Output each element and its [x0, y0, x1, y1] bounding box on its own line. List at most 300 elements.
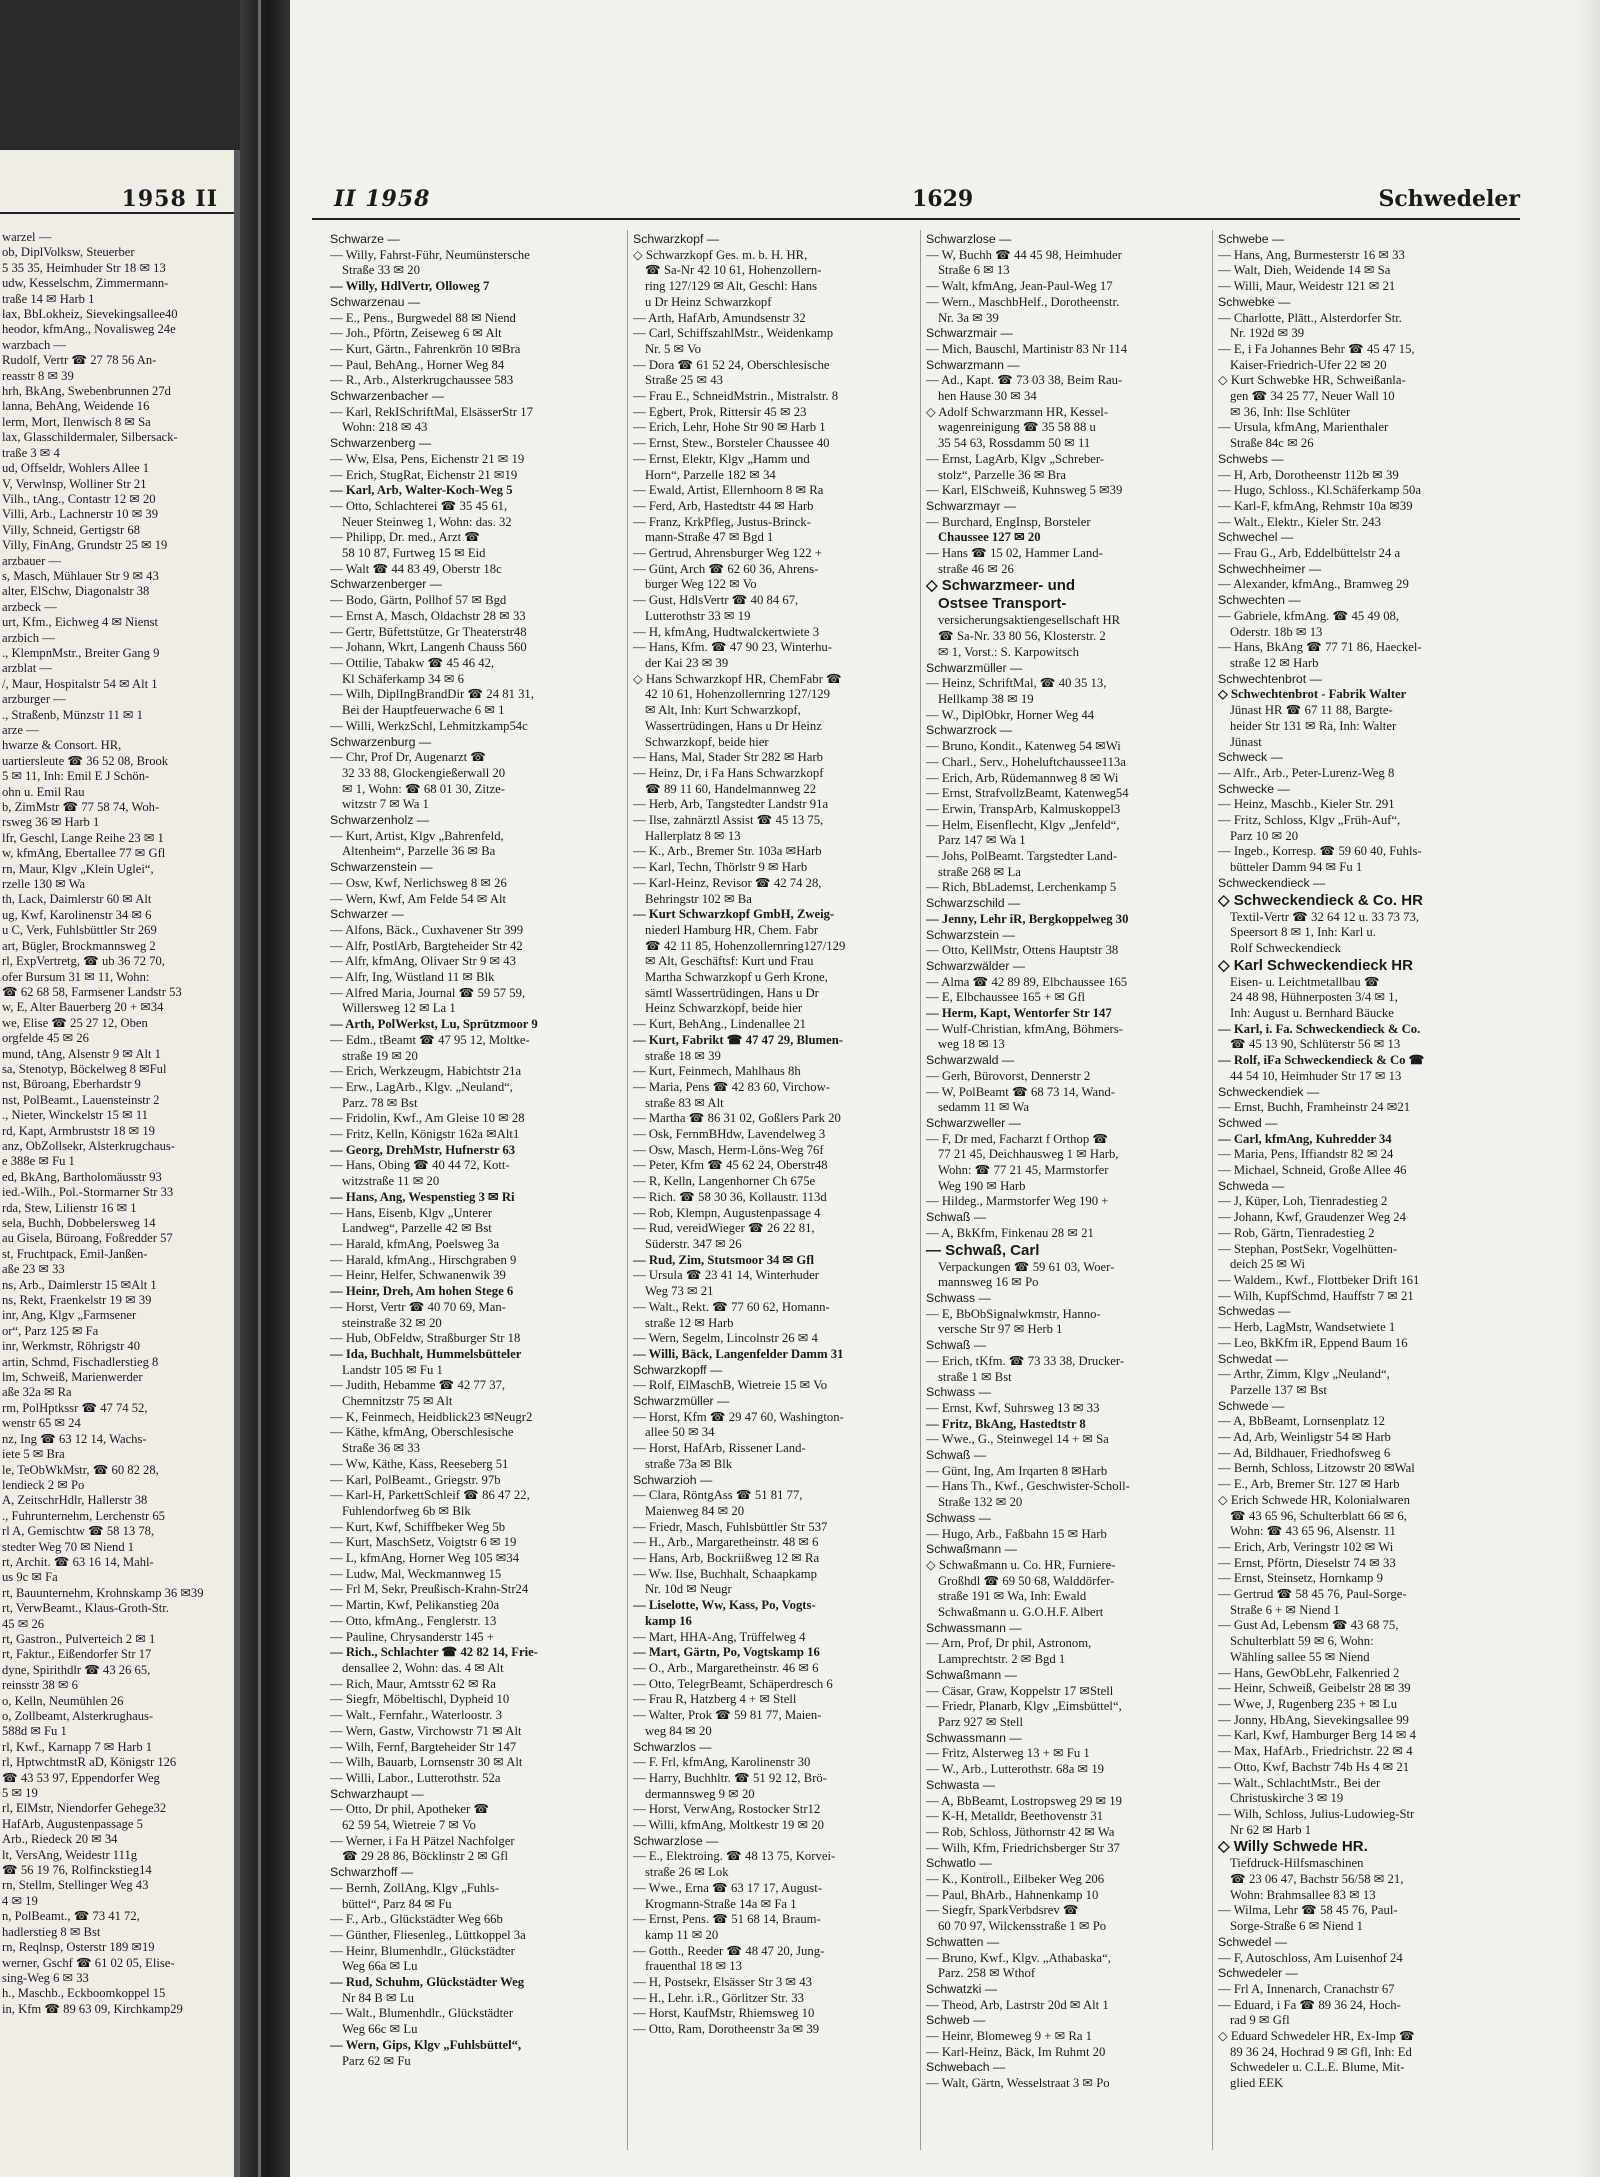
directory-entry: — Ewald, Artist, Ellernhoorn 8 ✉ Ra	[633, 483, 824, 498]
directory-entry: — Chr, Prof Dr, Augenarzt ☎	[330, 750, 487, 765]
directory-entry: — Gust, HdlsVertr ☎ 40 84 67,	[633, 593, 799, 608]
directory-entry: — K., Arb., Bremer Str. 103a ✉Harb	[633, 844, 822, 859]
directory-entry: — Ww. Ilse, Buchhalt, Schaapkamp	[633, 1566, 817, 1581]
directory-entry: straße 26 ✉ Lok	[645, 1865, 729, 1880]
directory-entry: — A, BbBeamt, Lornsenplatz 12	[1218, 1414, 1386, 1429]
directory-entry: — K-H, Metalldr, Beethovenstr 31	[926, 1809, 1104, 1824]
directory-entry: — Wilh, KupfSchmd, Hauffstr 7 ✉ 21	[1218, 1288, 1414, 1303]
directory-entry: — L, kfmAng, Horner Weg 105 ✉34	[330, 1551, 520, 1566]
left-page-line: ., Straßenb, Münzstr 11 ✉ 1	[2, 707, 143, 722]
left-page-line: us 9c ✉ Fa	[2, 1570, 58, 1585]
directory-entry: — Günt, Arch ☎ 62 60 36, Ahrens-	[633, 561, 819, 576]
surname-heading: Schwatlo —	[926, 1856, 992, 1871]
directory-entry: — Hub, ObFeldw, Straßburger Str 18	[330, 1331, 521, 1346]
directory-entry: — Osk, FernmBHdw, Lavendelweg 3	[633, 1127, 826, 1142]
directory-entry: — Ernst, Pförtn, Dieselstr 74 ✉ 33	[1218, 1555, 1396, 1570]
directory-entry: — Erich, tKfm. ☎ 73 33 38, Drucker-	[926, 1353, 1125, 1368]
left-page-line: rl A, Gemischtw ☎ 58 13 78,	[2, 1524, 155, 1539]
left-page-line: sa, Stenotyp, Böckelweg 8 ✉Ful	[2, 1061, 167, 1076]
left-page-line: h., Maschb., Eckboomkoppel 15	[2, 1986, 166, 2001]
left-page-line: we, Elise ☎ 25 27 12, Oben	[2, 1015, 148, 1030]
directory-entry: — Rich. ☎ 58 30 36, Kollaustr. 113d	[633, 1189, 827, 1204]
directory-entry: weg 18 ✉ 13	[938, 1037, 1005, 1052]
left-page-line: /, Maur, Hospitalstr 54 ✉ Alt 1	[2, 676, 158, 691]
directory-entry: — Fritz, Schloss, Klgv „Früh-Auf“,	[1218, 813, 1401, 828]
directory-entry: Nr. 3a ✉ 39	[938, 310, 999, 325]
directory-entry: Schulterblatt 59 ✉ 6, Wohn:	[1230, 1634, 1374, 1649]
directory-entry: Parz 147 ✉ Wa 1	[938, 833, 1026, 848]
directory-entry: — Horst, Vertr ☎ 40 70 69, Man-	[330, 1299, 506, 1314]
left-page-line: 4 ✉ 19	[2, 1893, 38, 1908]
directory-entry: 58 10 87, Furtweg 15 ✉ Eid	[342, 546, 486, 561]
directory-entry: Christuskirche 3 ✉ 19	[1230, 1791, 1344, 1806]
directory-entry: — Martin, Kwf, Pelikanstieg 20a	[330, 1598, 500, 1613]
directory-entry: — Willi, WerkzSchl, Lehmitzkamp54c	[330, 718, 528, 733]
surname-heading: Schwassmann —	[926, 1730, 1022, 1745]
binding-line	[258, 0, 261, 2177]
left-page-line: rn, Stellm, Stellinger Weg 43	[2, 1878, 149, 1893]
directory-entry: — O., Arb., Margaretheinstr. 46 ✉ 6	[633, 1660, 819, 1675]
left-page-line: 5 ✉ 11, Inh: Emil E J Schön-	[2, 769, 150, 784]
directory-entry: deich 25 ✉ Wi	[1230, 1257, 1306, 1272]
directory-entry: — Liselotte, Ww, Kass, Po, Vogts-	[633, 1598, 816, 1613]
directory-entry: — Peter, Kfm ☎ 45 62 24, Oberstr48	[633, 1158, 828, 1173]
directory-entry: — Walt., Fernfahr., Waterloostr. 3	[330, 1708, 502, 1723]
directory-entry: niederl Hamburg HR, Chem. Fabr	[645, 922, 819, 937]
directory-entry: — H, kfmAng, Hudtwalckertwiete 3	[633, 624, 820, 639]
directory-entry: — Carl, kfmAng, Kuhredder 34	[1218, 1131, 1392, 1146]
left-page-line: stedter Weg 70 ✉ Niend 1	[2, 1539, 135, 1554]
right-page	[290, 0, 1600, 2177]
directory-entry: Eisen- u. Leichtmetallbau ☎	[1230, 974, 1380, 989]
left-page-line: rl, ElMstr, Niendorfer Gehege32	[2, 1801, 167, 1816]
directory-entry: Schwarzkopf, beide hier	[645, 734, 769, 749]
left-page-line: lax, Glasschildermaler, Silbersack-	[2, 430, 178, 445]
left-page-line: rm, PolHptkssr ☎ 47 74 52,	[2, 1400, 148, 1415]
surname-heading: Schwarzer —	[330, 907, 404, 922]
page-header	[312, 186, 1520, 220]
directory-entry: Wohn: ☎ 43 65 96, Alsenstr. 11	[1230, 1524, 1396, 1539]
directory-entry: — Herb, Arb, Tangstedter Landstr 91a	[633, 797, 829, 812]
directory-entry: — Hugo, Arb., Faßbahn 15 ✉ Harb	[926, 1526, 1107, 1541]
directory-entry: — Ursula ☎ 23 41 14, Winterhuder	[633, 1268, 819, 1283]
directory-entry: — Rud, vereidWieger ☎ 26 22 81,	[633, 1221, 815, 1236]
left-page-line: werner, Gschf ☎ 61 02 05, Elise-	[2, 1955, 175, 1970]
surname-heading: Schwarzenholz —	[330, 813, 430, 828]
directory-entry: — Kurt, MaschSetz, Voigtstr 6 ✉ 19	[330, 1535, 517, 1550]
directory-entry: — K., Kontroll., Eilbeker Weg 206	[926, 1872, 1105, 1887]
directory-entry: — Herm, Kapt, Wentorfer Str 147	[926, 1006, 1112, 1021]
left-page-line: sing-Weg 6 ✉ 33	[2, 1970, 89, 1985]
surname-heading: Schwarzmann —	[926, 357, 1020, 372]
directory-entry: 44 54 10, Heimhuder Str 17 ✉ 13	[1230, 1068, 1402, 1083]
directory-column-2	[633, 232, 925, 2038]
left-page-line: ns, Arb., Daimlerstr 15 ✉Alt 1	[2, 1277, 157, 1292]
directory-entry: — Max, HafArb., Friedrichstr. 22 ✉ 4	[1218, 1744, 1413, 1759]
left-page-line: ob, DiplVolksw, Steuerber	[2, 245, 135, 260]
directory-entry: — Willi, Maur, Weidestr 121 ✉ 21	[1218, 279, 1396, 294]
left-page-line: iete 5 ✉ Bra	[2, 1447, 65, 1462]
left-page-line: inr, Werkmstr, Röhrigstr 40	[2, 1339, 141, 1354]
directory-entry: — Jenny, Lehr iR, Bergkoppelweg 30	[926, 911, 1129, 926]
left-page-line: e 388e ✉ Fu 1	[2, 1154, 75, 1169]
directory-entry: — Rud, Zim, Stutsmoor 34 ✉ Gfl	[633, 1252, 814, 1267]
directory-entry: — Wern, Gastw, Virchowstr 71 ✉ Alt	[330, 1723, 522, 1738]
left-page-line: ., KlempnMstr., Breiter Gang 9	[2, 645, 160, 660]
left-page-line: nz, Ing ☎ 63 12 14, Wachs-	[2, 1431, 147, 1446]
directory-entry: — E, BbObSignalwkmstr, Hanno-	[926, 1306, 1101, 1321]
left-page-line: udw, Kesselschm, Zimmermann-	[2, 276, 169, 291]
directory-entry: rad 9 ✉ Gfl	[1230, 2013, 1290, 2028]
directory-entry: — Wwe., G., Steinwegel 14 + ✉ Sa	[926, 1432, 1109, 1447]
directory-entry: — Ida, Buchhalt, Hummelsbütteler	[330, 1346, 522, 1361]
directory-entry: — Charlotte, Plätt., Alsterdorfer Str.	[1218, 310, 1402, 325]
left-page-line: ied.-Wilh., Pol.-Stormarner Str 33	[2, 1185, 174, 1200]
directory-entry: weg 84 ✉ 20	[645, 1723, 712, 1738]
directory-entry: — Ingeb., Korresp. ☎ 59 60 40, Fuhls-	[1218, 844, 1422, 859]
page-range-word: Schwedeler	[1378, 186, 1520, 212]
directory-entry: Parzelle 137 ✉ Bst	[1230, 1382, 1327, 1397]
surname-heading: Schwarze —	[330, 232, 400, 246]
directory-entry: — Karl-Heinz, Revisor ☎ 42 74 28,	[633, 875, 822, 890]
directory-entry: Rolf Schweckendieck	[1230, 940, 1341, 955]
directory-entry: — Ad, Arb, Weinligstr 54 ✉ Harb	[1218, 1430, 1391, 1445]
directory-entry: — Herb, LagMstr, Wandsetwiete 1	[1218, 1320, 1396, 1335]
directory-entry: — Kurt, Kwf, Schiffbeker Weg 5b	[330, 1519, 506, 1534]
directory-entry: — Heinz, Dr, i Fa Hans Schwarzkopf	[633, 765, 824, 780]
directory-entry: densallee 2, Wohn: das. 4 ✉ Alt	[342, 1660, 504, 1675]
surname-heading: Schwarzkopf —	[633, 232, 720, 246]
directory-entry: sedamm 11 ✉ Wa	[938, 1100, 1030, 1115]
left-page-line: rsweg 36 ✉ Harb 1	[2, 815, 100, 830]
directory-entry: — Rich, BbLademst, Lerchenkamp 5	[926, 880, 1117, 895]
directory-entry: straße 83 ✉ Alt	[645, 1095, 724, 1110]
directory-entry: Lutterothstr 33 ✉ 19	[645, 608, 751, 623]
directory-entry: — Karl, PolBeamt., Griegstr. 97b	[330, 1472, 501, 1487]
directory-entry: — Hans Th., Kwf., Geschwister-Scholl-	[926, 1479, 1130, 1494]
directory-entry: Oderstr. 18b ✉ 13	[1230, 624, 1323, 639]
directory-entry: ☎ 29 28 86, Böcklinstr 2 ✉ Gfl	[342, 1849, 508, 1864]
directory-entry: straße 73a ✉ Blk	[645, 1456, 733, 1471]
directory-entry: — Ad, Bildhauer, Friedhofsweg 6	[1218, 1445, 1391, 1460]
directory-entry: Wähling sallee 55 ✉ Niend	[1230, 1649, 1370, 1664]
directory-entry: — Karl-Heinz, Bäck, Im Ruhmt 20	[926, 2044, 1106, 2059]
directory-entry: — Walt, Dieh, Weidende 14 ✉ Sa	[1218, 263, 1391, 278]
directory-entry: — Kurt, Feinmech, Mahlhaus 8h	[633, 1064, 801, 1079]
left-page-line: lanna, BehAng, Weidende 16	[2, 399, 150, 414]
directory-entry: — Rud, Schuhm, Glückstädter Weg	[330, 1975, 525, 1990]
surname-heading: Schweda —	[1218, 1178, 1285, 1193]
left-page-line: rzelle 130 ✉ Wa	[2, 877, 86, 892]
directory-entry: — R, Kelln, Langenhorner Ch 675e	[633, 1174, 816, 1189]
left-page-line: rl, Kwf., Karnapp 7 ✉ Harb 1	[2, 1739, 153, 1754]
directory-entry: — E., Pens., Burgwedel 88 ✉ Niend	[330, 310, 516, 325]
surname-heading: Schwarzmüller —	[633, 1394, 730, 1409]
directory-entry: — Egbert, Prok, Rittersir 45 ✉ 23	[633, 404, 807, 419]
directory-entry: — Bodo, Gärtn, Pollhof 57 ✉ Bgd	[330, 593, 507, 608]
surname-heading: Schwarzrock —	[926, 723, 1013, 738]
directory-entry: — Mart, Gärtn, Po, Vogtskamp 16	[633, 1645, 820, 1660]
directory-entry: — Wilh, Schloss, Julius-Ludowieg-Str	[1218, 1806, 1415, 1821]
directory-entry: Wassertrüdingen, Hans u Dr Heinz	[645, 718, 822, 733]
directory-entry: — Otto, TelegrBeamt, Schäperdresch 6	[633, 1676, 833, 1691]
surname-heading: Schwass —	[926, 1385, 991, 1400]
surname-heading: Schwarzkopff —	[633, 1362, 723, 1377]
directory-entry: wagenreinigung ☎ 35 58 88 u	[938, 420, 1096, 435]
surname-heading: Schwechheimer —	[1218, 561, 1322, 576]
directory-entry: Tiefdruck-Hilfsmaschinen	[1230, 1856, 1364, 1871]
directory-entry: Nr 84 B ✉ Lu	[342, 1990, 414, 2005]
left-page-line: ., Nieter, Winckelstr 15 ✉ 11	[2, 1108, 148, 1123]
directory-entry: Nr. 5 ✉ Vo	[645, 341, 701, 356]
surname-heading: Schwarzenbacher —	[330, 389, 445, 404]
left-page-line: hwarze & Consort. HR,	[2, 738, 122, 753]
left-page-line: lm, Schweiß, Marienwerder	[2, 1370, 143, 1385]
surname-heading: Schwechel —	[1218, 530, 1294, 545]
left-page-line: arzbauer —	[2, 553, 62, 568]
directory-entry: — Wulf-Christian, kfmAng, Böhmers-	[926, 1021, 1123, 1036]
directory-entry: — Harald, kfmAng, Poelsweg 3a	[330, 1237, 500, 1251]
surname-heading: Schwarzenstein —	[330, 860, 433, 875]
directory-entry: Parz. 258 ✉ Wthof	[938, 1966, 1036, 1981]
directory-entry: — Rob, Klempn, Augustenpassage 4	[633, 1205, 821, 1220]
directory-entry: straße 12 ✉ Harb	[645, 1315, 734, 1330]
directory-entry: — Arthr, Zimm, Klgv „Neuland“,	[1218, 1367, 1390, 1382]
directory-entry: — E., Elektroing. ☎ 48 13 75, Korvei-	[633, 1849, 836, 1864]
directory-entry: — Mart, HHA-Ang, Trüffelweg 4	[633, 1629, 806, 1644]
left-page-line: uartiersleute ☎ 36 52 08, Brook	[2, 753, 169, 768]
surname-heading: Schwed —	[1218, 1115, 1278, 1130]
directory-entry: Chaussee 127 ✉ 20	[938, 530, 1041, 545]
left-page-line: Vilh., tAng., Contastr 12 ✉ 20	[2, 491, 156, 506]
directory-entry: — Hans, GewObLehr, Falkenried 2	[1218, 1665, 1400, 1680]
left-page-line: ☎ 43 53 97, Eppendorfer Weg	[2, 1770, 160, 1785]
directory-entry: — Ursula, kfmAng, Marienthaler	[1218, 420, 1389, 435]
directory-entry: ◇ Willy Schwede HR.	[1218, 1838, 1368, 1856]
directory-entry: Lamprechtstr. 2 ✉ Bgd 1	[938, 1652, 1066, 1667]
directory-entry: mann-Straße 47 ✉ Bgd 1	[645, 530, 774, 545]
directory-entry: — Fritz, Alsterweg 13 + ✉ Fu 1	[926, 1746, 1090, 1761]
directory-entry: — Heinr, Schweiß, Geibelstr 28 ✉ 39	[1218, 1681, 1411, 1696]
directory-entry: büttel“, Parz 84 ✉ Fu	[342, 1896, 452, 1911]
left-page-line: lerm, Mort, Ilenwisch 8 ✉ Sa	[2, 414, 151, 429]
directory-entry: — Gotth., Reeder ☎ 48 47 20, Jung-	[633, 1943, 825, 1958]
directory-entry: straße 191 ✉ Wa, Inh: Ewald	[938, 1589, 1087, 1604]
directory-entry: — Heinz, SchriftMal, ☎ 40 35 13,	[926, 676, 1107, 691]
directory-entry: kamp 16	[645, 1613, 692, 1628]
left-page-line: Rudolf, Vertr ☎ 27 78 56 An-	[2, 353, 157, 368]
directory-entry: — Alfr, kfmAng, Olivaer Str 9 ✉ 43	[330, 954, 516, 969]
directory-entry: — Karl, Arb, Walter-Koch-Weg 5	[330, 483, 513, 498]
directory-entry: — Alfr, PostlArb, Bargteheider Str 42	[330, 938, 523, 953]
directory-entry: — Johann, Kwf, Graudenzer Weg 24	[1218, 1210, 1406, 1225]
directory-entry: — Walter, Prok ☎ 59 81 77, Maien-	[633, 1708, 822, 1723]
directory-entry: — Ludw, Mal, Weckmannweg 15	[330, 1566, 502, 1581]
directory-entry: — R., Arb., Alsterkrugchaussee 583	[330, 373, 514, 388]
directory-entry: ☎ 89 11 60, Handelmannweg 22	[645, 781, 817, 796]
directory-entry: ◇ Schwarzkopf Ges. m. b. H. HR,	[633, 247, 808, 262]
directory-entry: — Fritz, Kelln, Königstr 162a ✉Alt1	[330, 1127, 520, 1142]
directory-entry: — Hildeg., Marmstorfer Weg 190 +	[926, 1194, 1109, 1209]
directory-entry: — F., Arb., Glückstädter Weg 66b	[330, 1912, 503, 1927]
directory-entry: — F. Frl, kfmAng, Karolinenstr 30	[633, 1755, 811, 1770]
surname-heading: Schwebach —	[926, 2060, 1006, 2075]
directory-entry: — Rolf, ElMaschB, Wietreie 15 ✉ Vo	[633, 1378, 828, 1393]
directory-entry: — Heinr, Dreh, Am hohen Stege 6	[330, 1284, 514, 1299]
left-page-line: ns, Rekt, Fraenkelstr 19 ✉ 39	[2, 1293, 152, 1308]
surname-heading: Schwaß —	[926, 1338, 987, 1353]
directory-entry: stolz“, Parzelle 36 ✉ Bra	[938, 467, 1066, 482]
left-page-line: o, Kelln, Neumühlen 26	[2, 1693, 124, 1708]
directory-entry: — Wern, Segelm, Lincolnstr 26 ✉ 4	[633, 1331, 818, 1346]
directory-entry: — Leo, BkKfm iR, Eppend Baum 16	[1218, 1335, 1408, 1350]
surname-heading: Schwarzmair —	[926, 326, 1013, 341]
directory-entry: — Willy, HdlVertr, Olloweg 7	[330, 279, 490, 294]
directory-entry: — Günt, Ing, Am Irqarten 8 ✉Harb	[926, 1463, 1108, 1478]
directory-entry: — Ernst, StrafvollzBeamt, Katenweg54	[926, 786, 1129, 801]
directory-entry: — Alfr., Arb., Peter-Lurenz-Weg 8	[1218, 765, 1395, 780]
directory-entry: — Heinr, Blumenhdlr., Glückstädter	[330, 1943, 515, 1958]
directory-entry: Weg 73 ✉ 21	[645, 1284, 714, 1299]
left-page-line: ofer Bursum 31 ✉ 11, Wohn:	[2, 969, 150, 984]
surname-heading: Schwarzschild —	[926, 896, 1021, 911]
directory-entry: straße 46 ✉ 26	[938, 561, 1014, 576]
left-page-line: urt, Kfm., Eichweg 4 ✉ Nienst	[2, 615, 159, 630]
directory-entry: — Hans, Arb, Bockriißweg 12 ✉ Ra	[633, 1551, 820, 1566]
directory-entry: 60 70 97, Wilckensstraße 1 ✉ Po	[938, 1919, 1107, 1934]
surname-heading: Schwass —	[926, 1291, 991, 1305]
directory-entry: — Werner, i Fa H Pätzel Nachfolger	[330, 1833, 515, 1848]
directory-entry: — Karl, i. Fa. Schweckendieck & Co.	[1218, 1021, 1421, 1036]
surname-heading: Schweckendieck —	[1218, 875, 1326, 890]
directory-entry: mannsweg 16 ✉ Po	[938, 1275, 1039, 1290]
directory-entry: — Alfr, Ing, Wüstland 11 ✉ Blk	[330, 970, 495, 985]
surname-heading: Schwasta —	[926, 1777, 996, 1792]
directory-entry: 32 33 88, Glockengießerwall 20	[342, 765, 506, 780]
page-number: 1629	[912, 186, 974, 212]
directory-entry: — Friedr, Masch, Fuhlsbüttler Str 537	[633, 1519, 828, 1534]
directory-entry: — Bruno, Kondit., Katenweg 54 ✉Wi	[926, 739, 1121, 754]
directory-entry: — Wilh, Fernf, Bargteheider Str 147	[330, 1739, 517, 1754]
directory-entry: Kl Schäferkamp 34 ✉ 6	[342, 671, 464, 686]
directory-entry: Schwedeler u. C.L.E. Blume, Mit-	[1230, 2060, 1405, 2075]
directory-entry: — H., Arb., Margaretheinstr. 48 ✉ 6	[633, 1535, 819, 1550]
directory-entry: — Stephan, PostSekr, Vogelhütten-	[1218, 1241, 1398, 1256]
directory-entry: — Walt, kfmAng, Jean-Paul-Weg 17	[926, 279, 1113, 294]
directory-entry: 62 59 54, Wietreie 7 ✉ Vo	[342, 1818, 476, 1833]
directory-entry: — F, Autoschloss, Am Luisenhof 24	[1218, 1950, 1403, 1965]
directory-entry: — Clara, RöntgAss ☎ 51 81 77,	[633, 1488, 803, 1503]
left-page-line: ug, Kwf, Karolinenstr 34 ✉ 6	[2, 907, 152, 922]
directory-entry: Verpackungen ☎ 59 61 03, Woer-	[938, 1259, 1115, 1274]
page-edge-shadow	[1578, 0, 1600, 2177]
left-page-line: s, Masch, Mühlauer Str 9 ✉ 43	[2, 568, 159, 583]
directory-entry: Speersort 8 ✉ 1, Inh: Karl u.	[1230, 925, 1376, 940]
directory-entry: — Gerh, Bürovorst, Dennerstr 2	[926, 1068, 1091, 1083]
directory-entry: Landstr 105 ✉ Fu 1	[342, 1362, 443, 1377]
directory-entry: — Ernst, Pens. ☎ 51 68 14, Braum-	[633, 1912, 821, 1927]
directory-entry: — Ww, Käthe, Kass, Reeseberg 51	[330, 1456, 509, 1471]
directory-entry: Fuhlendorfweg 6b ✉ Blk	[342, 1503, 471, 1518]
directory-entry: — Heinr, Helfer, Schwanenwik 39	[330, 1268, 506, 1283]
left-page-line: wenstr 65 ✉ 24	[2, 1416, 81, 1431]
surname-heading: Schwedas —	[1218, 1304, 1291, 1319]
left-page-line: Villy, Schneid, Gertigstr 68	[2, 522, 140, 537]
directory-entry: ◇ Adolf Schwarzmann HR, Kessel-	[926, 404, 1109, 419]
left-page-line: rd, Kapt, Armbruststr 18 ✉ 19	[2, 1123, 155, 1138]
directory-entry: bütteler Damm 94 ✉ Fu 1	[1230, 860, 1363, 875]
left-page-line: rt, Gastron., Pulverteich 2 ✉ 1	[2, 1631, 156, 1646]
directory-entry: — Philipp, Dr. med., Arzt ☎	[330, 530, 481, 545]
directory-entry: — Cäsar, Graw, Koppelstr 17 ✉Stell	[926, 1683, 1114, 1698]
directory-entry: — Mich, Bauschl, Martinistr 83 Nr 114	[926, 341, 1128, 356]
left-page	[0, 150, 240, 2177]
directory-entry: — Ottilie, Tabakw ☎ 45 46 42,	[330, 655, 495, 670]
directory-entry: Wohn: 218 ✉ 43	[342, 420, 428, 435]
directory-entry: — Arth, PolWerkst, Lu, Sprützmoor 9	[330, 1017, 538, 1032]
directory-entry: — Wern, Kwf, Am Felde 54 ✉ Alt	[330, 891, 507, 906]
left-page-line: ed, BkAng, Bartholomäusstr 93	[2, 1169, 162, 1184]
directory-entry: Parz. 78 ✉ Bst	[342, 1095, 418, 1110]
directory-entry: — Dora ☎ 61 52 24, Oberschlesische	[633, 357, 830, 372]
directory-entry: Nr 62 ✉ Harb 1	[1230, 1822, 1312, 1837]
directory-entry: — Waldem., Kwf., Flottbeker Drift 161	[1218, 1273, 1420, 1287]
directory-entry: — Rolf, iFa Schweckendieck & Co ☎	[1218, 1053, 1425, 1068]
left-page-line: alter, ElSchw, Diagonalstr 38	[2, 584, 150, 599]
left-page-line: or“, Parz 125 ✉ Fa	[2, 1323, 99, 1338]
left-page-line: nst, Büroang, Eberhardstr 9	[2, 1077, 141, 1092]
left-page-line: Villi, Arb., Lachnerstr 10 ✉ 39	[2, 507, 158, 522]
left-page-line: aße 23 ✉ 33	[2, 1262, 65, 1277]
left-page-line: inr, Ang, Klgv „Farmsener	[2, 1308, 137, 1323]
directory-entry: — Hans, Obing ☎ 40 44 72, Kott-	[330, 1158, 510, 1173]
directory-entry: — Bruno, Kwf., Klgv. „Athabaska“,	[926, 1950, 1111, 1965]
directory-entry: steinstraße 32 ✉ 20	[342, 1315, 442, 1330]
left-page-line: 5 ✉ 19	[2, 1786, 38, 1801]
surname-heading: Schwarzstein —	[926, 927, 1015, 942]
directory-entry: 35 54 63, Rossdamm 50 ✉ 11	[938, 436, 1091, 451]
directory-entry: ✉ Alt, Geschäftsf: Kurt und Frau	[645, 954, 814, 969]
directory-entry: — Karl, ElSchweiß, Kuhnsweg 5 ✉39	[926, 483, 1123, 498]
directory-entry: — E, Elbchaussee 165 + ✉ Gfl	[926, 990, 1086, 1005]
surname-heading: Schwarzenau —	[330, 294, 421, 309]
surname-heading: Schwechten —	[1218, 593, 1301, 608]
directory-entry: Maienweg 84 ✉ 20	[645, 1503, 745, 1518]
directory-entry: burger Weg 122 ✉ Vo	[645, 577, 757, 592]
directory-entry: — Kurt Schwarzkopf GmbH, Zweig-	[633, 907, 835, 922]
directory-entry: — Maria, Pens, Iffiandstr 82 ✉ 24	[1218, 1147, 1394, 1162]
directory-entry: Heinz Schwarzkopf, beide hier	[645, 1001, 803, 1016]
left-page-line: rt, Archit. ☎ 63 16 14, Mahl-	[2, 1554, 154, 1569]
directory-entry: dermannsweg 9 ✉ 20	[645, 1786, 755, 1801]
directory-entry: Jünast HR ☎ 67 11 88, Bargte-	[1230, 703, 1393, 718]
directory-entry: Landweg“, Parzelle 42 ✉ Bst	[342, 1221, 492, 1236]
directory-entry: Straße 33 ✉ 20	[342, 263, 420, 278]
directory-entry: — Otto, Kwf, Bachstr 74b Hs 4 ✉ 21	[1218, 1759, 1410, 1774]
left-page-line: lfr, Geschl, Lange Reihe 23 ✉ 1	[2, 830, 164, 845]
directory-entry: — Hans, Eisenb, Klgv „Unterer	[330, 1205, 493, 1220]
directory-entry: — Hans ☎ 15 02, Hammer Land-	[926, 546, 1103, 561]
directory-entry: ◇ Schweckendieck & Co. HR	[1218, 891, 1423, 909]
surname-heading: Schwassmann —	[926, 1620, 1022, 1635]
directory-entry: ◇ Erich Schwede HR, Kolonialwaren	[1218, 1492, 1410, 1507]
left-page-line: traße 14 ✉ Harb 1	[2, 291, 95, 306]
directory-entry: ✉ 1, Wohn: ☎ 68 01 30, Zitze-	[342, 781, 505, 796]
surname-heading: Schwaßmann —	[926, 1542, 1017, 1557]
left-page-line: ohn u. Emil Rau	[2, 784, 85, 799]
left-page-line: in, Kfm ☎ 89 63 09, Kirchkamp29	[2, 2001, 183, 2016]
left-page-line: nst, PolBeamt., Lauensteinstr 2	[2, 1092, 160, 1107]
